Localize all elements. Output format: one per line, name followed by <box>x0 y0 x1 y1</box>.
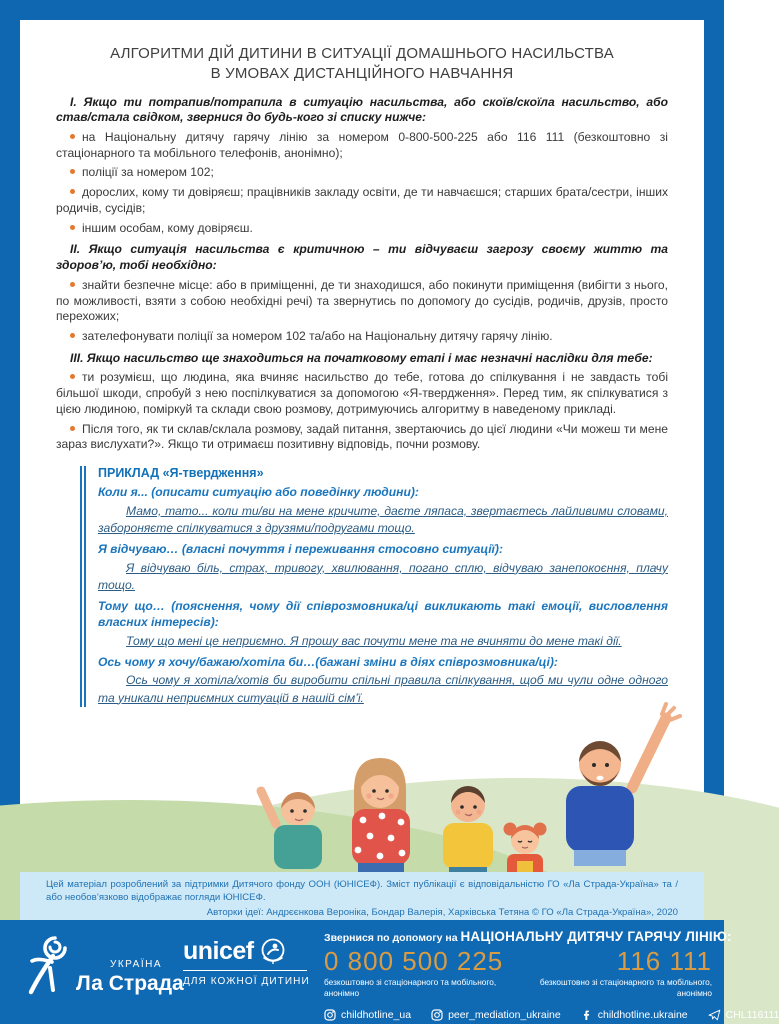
example-label: Ось чому я хочу/бажаю/хотіла би…(бажані зміни в діях співрозмовника/ці): <box>98 654 558 669</box>
family-illustration <box>20 688 704 866</box>
hotline-phone-primary: 0 800 500 225 <box>324 946 504 976</box>
poster-content <box>20 20 704 866</box>
bullet-dot-icon <box>70 134 75 139</box>
bullet-item <box>56 130 668 161</box>
la-strada-name-label: Ла Страда <box>76 972 184 995</box>
bullet-dot-icon <box>70 282 75 287</box>
bullet-text: Після того, як ти склав/склала розмову, задай питання, звертаючись до цієї людини «Чи можеш ти мене зараз вислухати?». Якщо ти отримаєш позитивну відповідь, почни розмову. <box>56 421 668 452</box>
bullet-item <box>56 278 668 325</box>
credits-line2: Авторки ідеї: Андрєєнкова Вероніка, Бондар Валерія, Харківська Тетяна © ГО «Ла Страда-Україна», 2020 <box>206 907 678 919</box>
section-1-heading: І. Якщо ти потрапив/потрапила в ситуацію насильства, або скоїв/скоїла насильство, або став/стала свідком, звернися до будь-кого зі списку нижче: <box>56 94 668 125</box>
example-label: Коли я... (описати ситуацію або поведінку людини): <box>98 484 419 499</box>
la-strada-logo <box>26 934 184 994</box>
bullet-text: іншим особам, кому довіряєш. <box>82 220 253 235</box>
bullet-dot-icon <box>70 189 75 194</box>
page-title <box>56 44 668 84</box>
la-strada-figure-icon <box>26 934 72 994</box>
hotline-title: НАЦІОНАЛЬНУ ДИТЯЧУ ГАРЯЧУ ЛІНІЮ: <box>460 929 732 944</box>
example-answer: Ось чому я хотіла/хотів би виробити спільні правила спілкування, щоб ми чули одне одного та уникали неприємних ситуацій в нашій сім’ї. <box>98 673 668 705</box>
page-title-line2: В УМОВАХ ДИСТАНЦІЙНОГО НАВЧАННЯ <box>210 64 514 82</box>
social-instagram-peer-mediation <box>431 1009 561 1021</box>
social-label: childhotline.ukraine <box>597 1008 688 1021</box>
example-label: Я відчуваю… (власні почуття і переживання стосовно ситуації): <box>98 542 503 557</box>
bullet-dot-icon <box>70 374 75 379</box>
example-answer: Тому що мені це неприємно. Я прошу вас почути мене та не вчиняти до мене такі дії. <box>126 633 622 648</box>
page-title-line1: АЛГОРИТМИ ДІЙ ДИТИНИ В СИТУАЦІЇ ДОМАШНЬОГО НАСИЛЬСТВА <box>110 45 614 62</box>
bullet-item <box>56 422 668 453</box>
bullet-dot-icon <box>70 169 75 174</box>
social-links-row <box>324 1008 779 1021</box>
section-2-heading: ІІ. Якщо ситуація насильства є критичною – ти відчуваєш загрозу своєму життю та здоров’ю, тобі необхідно: <box>56 242 668 273</box>
social-instagram-childhotline <box>324 1009 411 1021</box>
footer <box>0 920 779 1024</box>
hotline-block <box>324 928 779 1021</box>
mom <box>352 758 410 883</box>
social-label: childhotline_ua <box>341 1008 412 1021</box>
social-label: CHL116111 <box>725 1008 779 1021</box>
bullet-item <box>56 165 668 181</box>
unicef-emblem-icon <box>258 936 288 966</box>
hotline-prefix: Звернися по допомогу на <box>324 932 461 944</box>
bullet-text: знайти безпечне місце: або в приміщенні, де ти знаходишся, або покинути приміщення (вибігти з нього, по можливості, взяти з собою необхідні речі) та звернутись по допомогу до сусідів, родичів, друзів, просто перехожих; <box>56 277 668 324</box>
bullet-dot-icon <box>70 333 75 338</box>
bullet-item <box>56 329 668 345</box>
la-strada-country-label: УКРАЇНА <box>110 959 163 970</box>
instagram-icon <box>324 1009 336 1021</box>
social-facebook-childhotline <box>581 1009 688 1021</box>
hotline-heading <box>324 928 732 946</box>
instagram-icon <box>431 1009 443 1021</box>
bullet-text: на Національну дитячу гарячу лінію за номером 0-800-500-225 або 116 111 (безкоштовно зі стаціонарного та мобільного телефонів, анонімно); <box>56 130 668 160</box>
social-telegram-chl <box>708 1009 779 1021</box>
example-block <box>80 466 668 707</box>
bullet-text: ти розумієш, що людина, яка вчиняє насильство до тебе, готова до спілкування і не завдасть тобі більшої шкоди, спробуй з нею поспілкуватися за допомогою «Я-твердження». Перед тим, як спілкуватися з цією людиною, поміркуй та склади свою розмову, дотримуючись алгоритму в наведеному прикладі. <box>56 370 668 416</box>
example-label: Тому що… (пояснення, чому дії співрозмовника/ці викликають такі емоції, висловлення власних інтересів): <box>98 599 668 629</box>
bullet-text: поліції за номером 102; <box>82 165 214 180</box>
bullet-item <box>56 370 668 417</box>
hotline-phone-short: 116 111 <box>616 946 712 976</box>
credits-line1: Цей матеріал розроблений за підтримки Дитячого фонду ООН (ЮНІСЕФ). Зміст публікації є відповідальністю ГО «Ла Страда-Україна» та / або необов’язково відображає погляди ЮНІСЕФ. <box>46 879 678 903</box>
bullet-item <box>56 221 668 237</box>
unicef-wordmark: unicef <box>183 936 254 965</box>
example-title: ПРИКЛАД «Я-твердження» <box>98 465 264 480</box>
telegram-icon <box>708 1009 721 1021</box>
bullet-dot-icon <box>70 426 75 431</box>
section-3-heading: ІІІ. Якщо насильство ще знаходиться на початковому етапі і має незначні наслідки для тебе: <box>70 350 653 365</box>
bullet-text: дорослих, кому ти довіряєш; працівників закладу освіти, де ти навчаєшся; старших брата/сестри, інших родичів, сусідів; <box>56 185 668 215</box>
example-answer: Я відчуваю біль, страх, тривогу, хвилювання, погано сплю, відчуваю занепокоєння, плачу тощо. <box>98 560 668 592</box>
example-answer: Мамо, тато... коли ти/ви на мене кричите, даєте ляпаса, звертаєтесь лайливими словами, забороняєте спілкуватися з друзями/подругами тощо. <box>98 503 668 535</box>
bullet-item <box>56 185 668 216</box>
credits-band <box>20 872 704 920</box>
bullet-text: зателефонувати поліції за номером 102 та/або на Національну дитячу гарячу лінію. <box>82 328 553 343</box>
hotline-phone-short-note: безкоштовно зі стаціонарного та мобільного, анонімно <box>539 977 712 998</box>
unicef-logo <box>183 936 310 987</box>
social-label: peer_mediation_ukraine <box>448 1008 561 1021</box>
unicef-tagline: ДЛЯ КОЖНОЇ ДИТИНИ <box>183 976 310 987</box>
unicef-divider <box>183 970 307 971</box>
hotline-phone-primary-note: безкоштовно зі стаціонарного та мобільного, анонімно <box>324 977 497 998</box>
facebook-icon <box>581 1009 593 1021</box>
bullet-dot-icon <box>70 225 75 230</box>
